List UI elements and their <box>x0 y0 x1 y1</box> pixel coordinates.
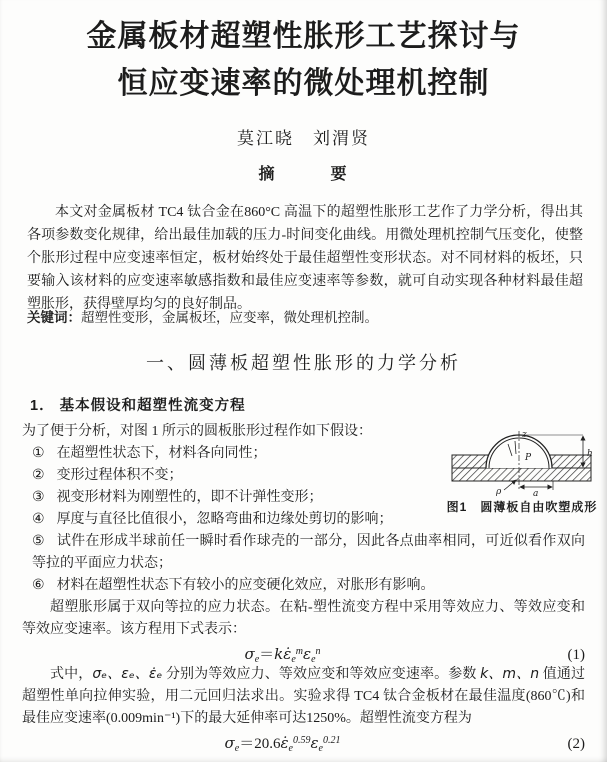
label-radius-a: a <box>533 489 539 496</box>
item-text: 材料在超塑性状态下有较小的应变硬化效应，对胀形有影响。 <box>56 578 435 593</box>
abstract-body: 本文对金属板材 TC4 钛合金在860°C 高温下的超塑性胀形工艺作了力学分析，得出其各项参数变化规律，给出最佳加载的压力-时间变化曲线。用微处理机控制气压变化，使整个胀形过程中应变速率恒定，板材始终处于最佳超塑性变形状态。对不同材料的板坯，只要输入该材料的应变速率敏感指数和最佳应变速率等参数，就可自动实现各种材料最佳超塑胀形，获得壁厚均匀的良好制品。 <box>27 205 583 312</box>
abstract-heading: 摘 要 <box>258 166 349 183</box>
item-text: 变形过程体积不变； <box>56 468 183 483</box>
intro-paragraph: 为了便于分析，对图 1 所示的圆板胀形过程作如下假设： <box>22 424 372 439</box>
assumption-item <box>22 531 585 575</box>
explanation-paragraph: 式中，σₑ、εₑ、ε̇ₑ 分别为等效应力、等效应变和等效应变速率。参数 k、m、n 值通过超塑性单向拉伸实验，用二元回归法求出。实验求得 TC4 钛合金板材在最佳温度(860℃)和最佳应变速率(0.009min⁻¹)下的最大延伸率可达1250%。超塑性流变方程为 <box>22 666 585 726</box>
clamp-left <box>452 455 488 468</box>
label-pressure: P <box>525 453 532 463</box>
clamp-right <box>550 455 591 468</box>
paper-title-line1: 金属板材超塑性胀形工艺探讨与 <box>86 20 521 53</box>
keywords-line <box>27 306 583 326</box>
equation-2-body: $\sigma_e=20.6\varepsiloṅ_e^{0.59}\varepsilon_e^{0.21}$ <box>224 734 341 754</box>
equation-1-number: (1) <box>567 647 585 663</box>
equation-1-body: $\sigma_e=k\varepsiloṅ_e^m\varepsilon_e^n$ <box>244 645 321 665</box>
math-inline: σₑ、εₑ、ε̇ₑ <box>92 666 163 682</box>
label-rho: ρ <box>496 487 502 496</box>
item-text: 视变形材料为刚塑性的，即不计弹性变形； <box>56 490 323 505</box>
item-number: ④ <box>32 512 45 527</box>
authors: 莫江晓 刘渭贤 <box>237 129 370 148</box>
die-base <box>452 468 591 481</box>
figure-1 <box>446 430 598 515</box>
equation-2 <box>22 730 585 752</box>
section-1-1-heading: 1． 基本假设和超塑性流变方程 <box>30 398 246 414</box>
paper-title <box>0 13 607 107</box>
label-z-axis: z <box>522 430 527 440</box>
item-number: ② <box>32 468 45 483</box>
item-text: 在超塑性状态下，材料各向同性； <box>56 446 267 461</box>
paper-title-line2: 恒应变速率的微处理机控制 <box>117 67 490 100</box>
flow-equation-intro-paragraph: 超塑胀形属于双向等拉的应力状态。在粘-塑性流变方程中采用等效应力、等效应变和等效应变速率。该方程用下式表示： <box>22 600 585 637</box>
item-number: ⑤ <box>32 534 45 549</box>
keywords-label: 关键词： <box>27 310 81 325</box>
item-text: 试件在形成半球前任一瞬时看作球壳的一部分，因此各点曲率相同，可近似看作双向等拉的平面应力状态； <box>32 534 585 571</box>
math-inline: k、m、n <box>480 666 540 682</box>
item-number: ③ <box>32 490 45 505</box>
equation-1 <box>22 641 585 663</box>
equation-2-number: (2) <box>567 736 585 752</box>
figure-1-diagram <box>446 430 598 496</box>
item-number: ① <box>32 446 45 461</box>
keywords-text: 超塑性变形，金属板坯，应变率，微处理机控制。 <box>81 310 378 325</box>
assumption-item <box>22 575 585 597</box>
item-text: 厚度与直径比值很小，忽略弯曲和边缘处剪切的影响； <box>56 512 393 527</box>
figure-1-caption: 图1 圆薄板自由吹塑成形 <box>446 500 598 514</box>
label-height: h <box>587 449 593 459</box>
item-number: ⑥ <box>32 578 45 593</box>
section-1-heading: 一、圆薄板超塑性胀形的力学分析 <box>146 353 461 373</box>
